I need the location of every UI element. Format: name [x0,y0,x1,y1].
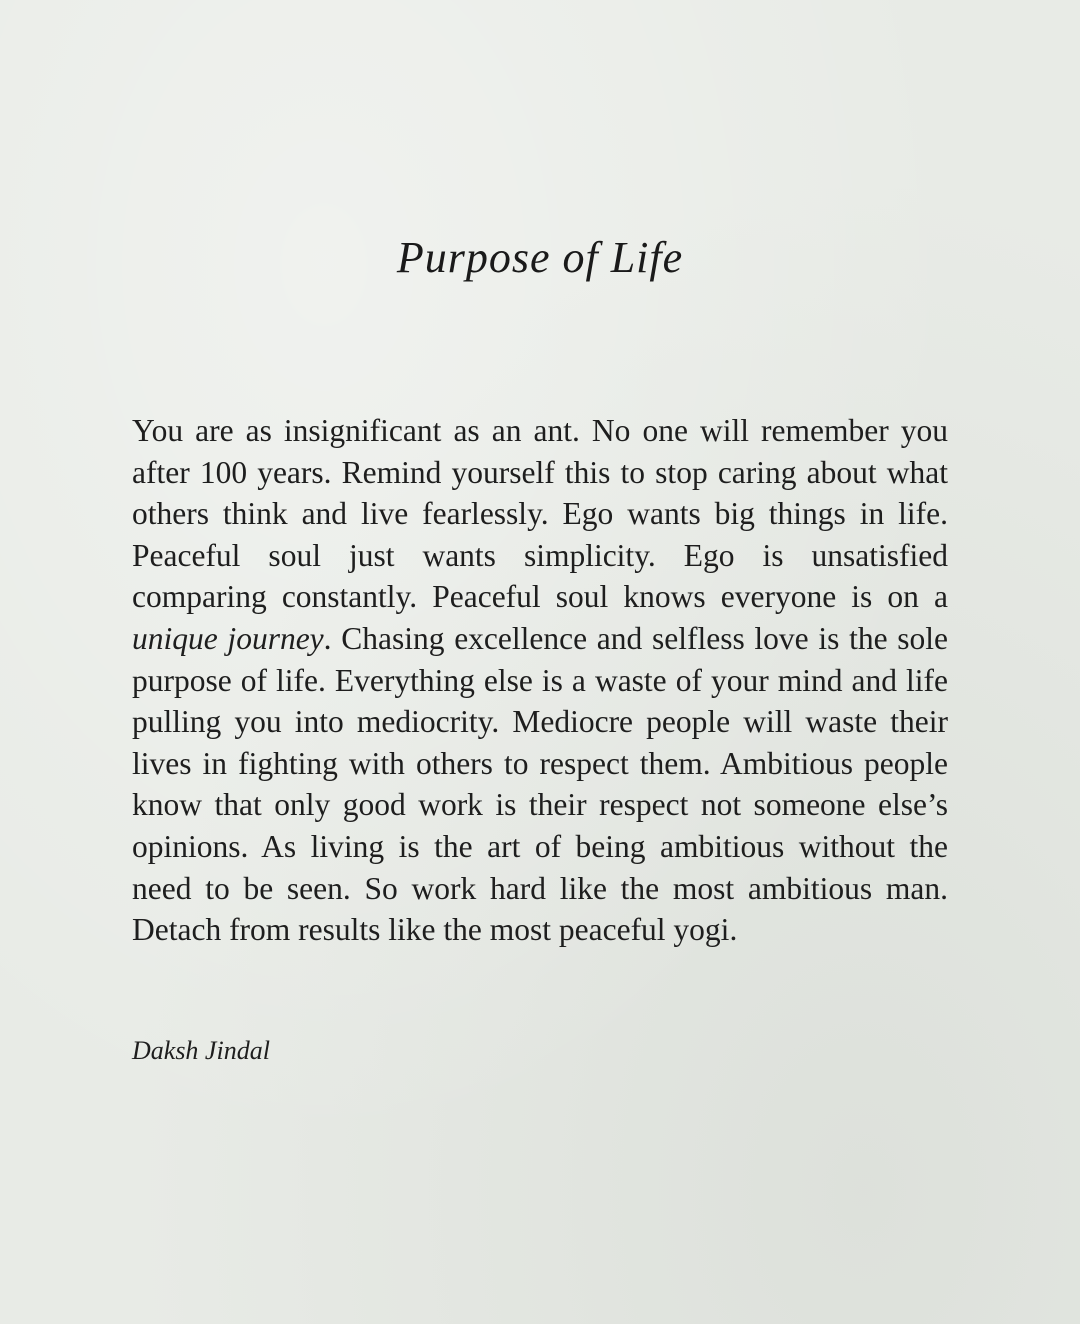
body-paragraph [132,410,948,951]
body-text-emphasis: unique journey [132,620,324,656]
author-signature: Daksh Jindal [132,1036,270,1065]
body-text-part-1: You are as insignificant as an ant. No one will remember you after 100 years. Remind yourself this to stop caring about what others think and live fearlessly. Ego wants big things in life. Peaceful soul just wants simplicity. Ego is unsatisfied comparing constantly. Peaceful soul knows everyone is on a [132,413,948,615]
page-title: Purpose of Life [396,233,684,282]
body-text-part-2: . Chasing excellence and selfless love is the sole purpose of life. Everything else is a waste of your mind and life pulling you into mediocrity. Mediocre people will waste their lives in fighting with others to respect them. Ambitious people know that only good work is their respect not someone else’s opinions. As living is the art of being ambitious without the need to be seen. So work hard like the most ambitious man. Detach from results like the most peaceful yogi. [132,620,948,948]
